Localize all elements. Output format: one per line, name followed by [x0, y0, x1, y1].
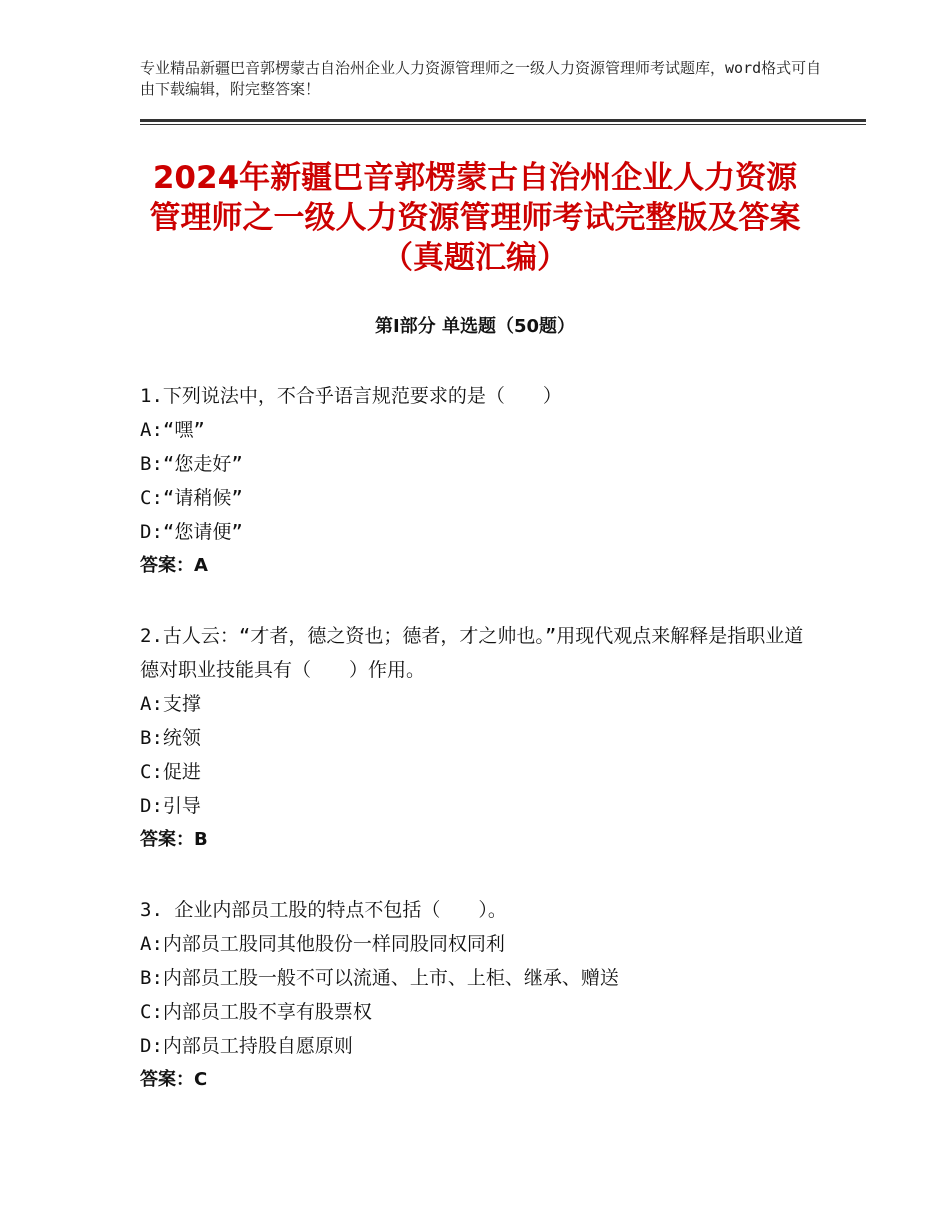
question-stem: 3. 企业内部员工股的特点不包括（ ）。	[140, 899, 507, 921]
header-rule-thick	[140, 119, 866, 122]
header-note: 专业精品新疆巴音郭楞蒙古自治州企业人力资源管理师之一级人力资源管理师考试题库，word格式可自由下载编辑，附完整答案！	[140, 59, 822, 98]
question-1	[140, 379, 820, 583]
answer: 答案：A	[140, 555, 208, 576]
header-rule-thin	[140, 124, 866, 125]
option-b: B:内部员工股一般不可以流通、上市、上柜、继承、赠送	[140, 967, 619, 989]
answer: 答案：B	[140, 829, 208, 850]
option-b: B:统领	[140, 727, 201, 749]
option-d: D:引导	[140, 795, 201, 817]
question-stem: 2.古人云：“才者，德之资也；德者，才之帅也。”用现代观点来解释是指职业道德对职业技能具有（ ）作用。	[140, 625, 804, 681]
option-c: C:内部员工股不享有股票权	[140, 1001, 372, 1023]
option-b: B:“您走好”	[140, 453, 243, 475]
option-a: A:支撑	[140, 693, 201, 715]
document-title: 2024年新疆巴音郭楞蒙古自治州企业人力资源管理师之一级人力资源管理师考试完整版及答案（真题汇编）	[149, 160, 801, 276]
question-3	[140, 893, 820, 1097]
option-c: C:“请稍候”	[140, 487, 243, 509]
section-title: 第Ⅰ部分 单选题（50题）	[374, 316, 575, 337]
question-stem: 1.下列说法中，不合乎语言规范要求的是（ ）	[140, 385, 562, 407]
option-a: A:内部员工股同其他股份一样同股同权同利	[140, 933, 505, 955]
question-2	[140, 619, 820, 857]
option-d: D:“您请便”	[140, 521, 243, 543]
option-d: D:内部员工持股自愿原则	[140, 1035, 353, 1057]
option-a: A:“嘿”	[140, 419, 205, 441]
answer: 答案：C	[140, 1069, 208, 1090]
option-c: C:促进	[140, 761, 201, 783]
